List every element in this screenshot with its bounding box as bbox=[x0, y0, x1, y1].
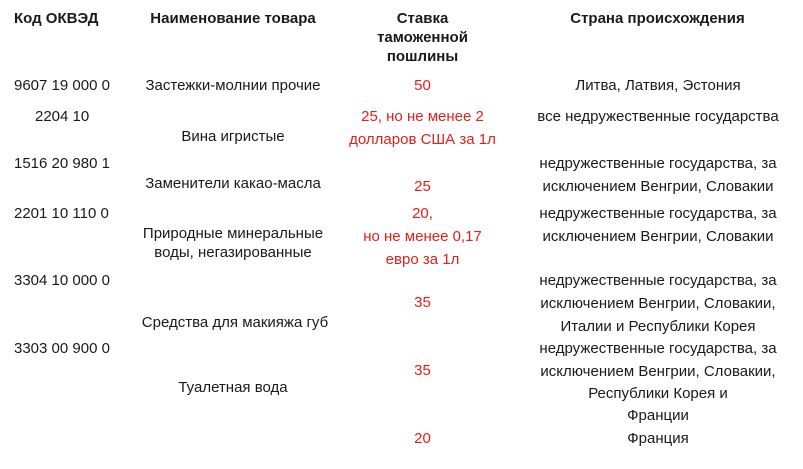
header-country: Страна происхождения bbox=[570, 10, 745, 27]
row-3-rate: 25 bbox=[414, 178, 431, 195]
row-4-country-line-2: исключением Венгрии, Словакии bbox=[542, 228, 774, 245]
row-6-country-line-1: недружественные государства, за bbox=[539, 340, 777, 357]
row-6-country-line-2: исключением Венгрии, Словакии, bbox=[540, 363, 776, 380]
row-5-country-line-2: исключением Венгрии, Словакии, bbox=[540, 295, 776, 312]
row-6-code: 3303 00 900 0 bbox=[14, 340, 110, 357]
row-1-name: Застежки-молнии прочие bbox=[145, 77, 321, 94]
header-name: Наименование товара bbox=[150, 10, 316, 27]
row-3-country-line-2: исключением Венгрии, Словакии bbox=[542, 178, 774, 195]
row-2-rate-line-2: долларов США за 1л bbox=[349, 131, 496, 148]
row-4-rate-line-3: евро за 1л bbox=[385, 251, 460, 268]
row-4-country-line-1: недружественные государства, за bbox=[539, 205, 777, 222]
row-5-name: Средства для макияжа губ bbox=[141, 314, 329, 331]
row-3-code: 1516 20 980 1 bbox=[14, 155, 110, 172]
row-6-country-line-4: Франции bbox=[627, 407, 689, 424]
row-6-rate: 35 bbox=[414, 362, 431, 379]
row-1-rate: 50 bbox=[414, 77, 431, 94]
header-rate: Ставка таможенной пошлины bbox=[377, 10, 468, 65]
row-6-name: Туалетная вода bbox=[178, 379, 288, 396]
row-5-code: 3304 10 000 0 bbox=[14, 272, 110, 289]
row-7-country: Франция bbox=[627, 430, 689, 447]
row-4-rate-line-1: 20, bbox=[412, 205, 433, 222]
row-7-rate: 20 bbox=[414, 430, 431, 447]
row-2-code: 2204 10 bbox=[35, 108, 90, 125]
row-1-country: Литва, Латвия, Эстония bbox=[575, 77, 741, 94]
row-2-country: все недружественные государства bbox=[537, 108, 779, 125]
row-2-name: Вина игристые bbox=[181, 128, 285, 145]
row-4-name-line-1: Природные минеральные bbox=[142, 225, 324, 242]
row-3-name: Заменители какао-масла bbox=[145, 175, 321, 192]
row-5-country-line-1: недружественные государства, за bbox=[539, 272, 777, 289]
header-code: Код ОКВЭД bbox=[14, 10, 99, 27]
row-6-country-line-3: Республики Корея и bbox=[588, 385, 728, 402]
row-4-name-line-2: воды, негазированные bbox=[154, 244, 312, 261]
row-1-code: 9607 19 000 0 bbox=[14, 77, 110, 94]
row-3-country-line-1: недружественные государства, за bbox=[539, 155, 777, 172]
row-2-rate-line-1: 25, но не менее 2 bbox=[361, 108, 484, 125]
row-4-code: 2201 10 110 0 bbox=[14, 205, 109, 222]
row-4-rate-line-2: но не менее 0,17 bbox=[363, 228, 482, 245]
row-5-rate: 35 bbox=[414, 294, 431, 311]
row-5-country-line-3: Италии и Республики Корея bbox=[560, 318, 756, 335]
